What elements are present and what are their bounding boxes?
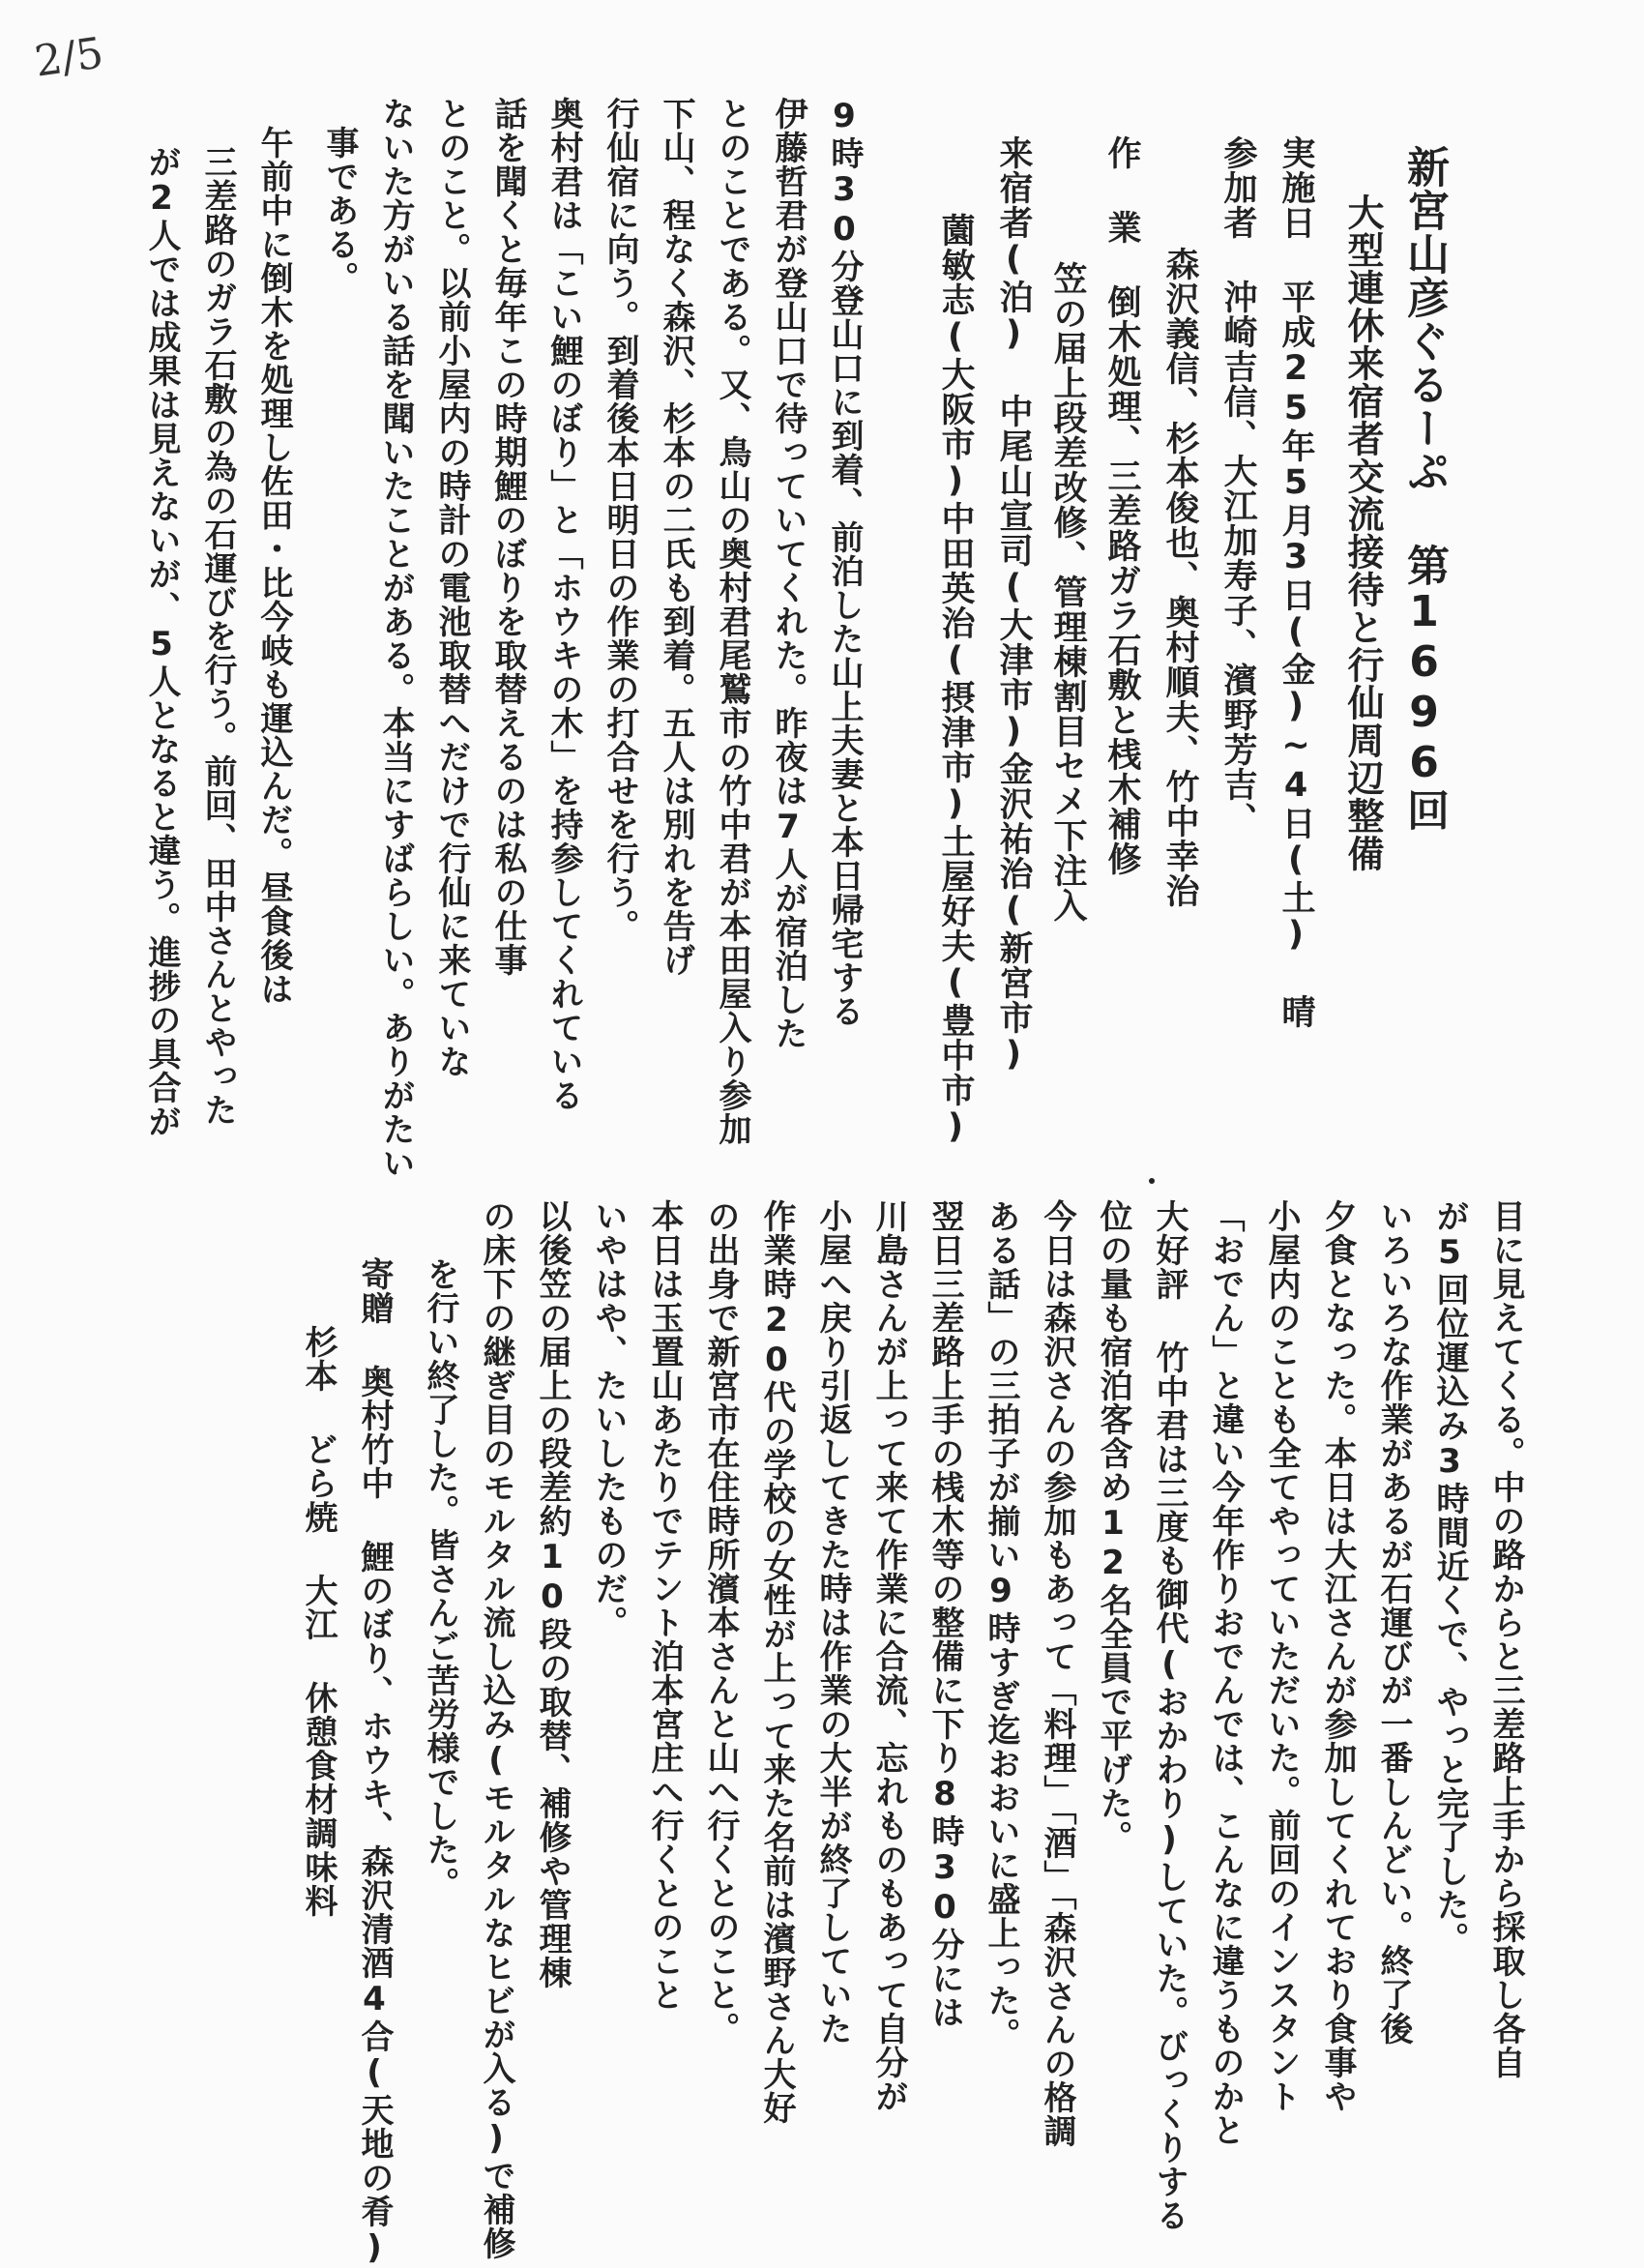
body-line: とのことである。又、鳥山の奥村君尾鷲市の竹中君が本田屋入り参加 [713,97,751,1146]
body-line: 小屋内のことも全てやっていただいた。前回のインスタント [1262,1199,1301,2113]
meta-line: 笠の届上段差改修、管理棟割目セメ下注入 [1048,261,1087,923]
body-line: 話を聞くと毎年この時期鯉のぼりを取替えるのは私の仕事 [488,97,527,977]
body-line: 小屋へ戻り引返してきた時は作業の大半が終了していた [813,1199,852,2046]
body-line: が2人では成果は見えないが、5人となると違う。進捗の具合が [142,145,181,1138]
section-dot [1149,1178,1155,1184]
body-line: を行い終了した。皆さんご苦労様でした。 [421,1257,459,1900]
meta-line: 森沢義信、杉本俊也、奥村順夫、竹中幸治 [1160,247,1199,908]
report-title: 新宮山彦ぐるーぷ 第1696回 [1399,145,1449,832]
meta-line: 薗敏志(大阪市)中田英治(摂津市)土屋好夫(豊中市) [936,213,975,1147]
body-line: 翌日三差路上手の桟木等の整備に下り8時30分には [925,1199,964,2029]
body-line: 行仙宿に向う。到着後本日明日の作業の打合せを行う。 [601,97,639,943]
body-line: 本日は玉置山あたりでテント泊本宮庄へ行くとのこと [645,1199,684,2012]
meta-line: 来宿者(泊) 中尾山宣司(大津市)金沢祐治(新宮市) [994,135,1033,1075]
page-number-mark: 2/5 [31,28,107,87]
body-line: とのこと。以前小屋内の時計の電池取替へだけで行仙に来ていな [432,97,471,1078]
meta-line: 作 業 倒木処理、三差路ガラ石敷と桟木補修 [1102,135,1141,876]
body-line: 目に見えてくる。中の路からと三差路上手から採取し各自 [1486,1199,1525,2079]
body-line: いやはや、たいしたものだ。 [589,1199,628,1639]
body-line: 作業時20代の学校の女性が上って来た名前は濱野さん大好 [757,1199,796,2125]
body-line: 午前中に倒木を処理し佐田・比今岐も運込んだ。昼食後は [254,126,293,1006]
body-line: 下山、程なく森沢、杉本の二氏も到着。五人は別れを告げ [657,97,695,977]
body-line: 奥村君は「こい鯉のぼり」と「ホウキの木」を持参してくれている [544,97,583,1112]
body-line: 「おでん」と違い今年作りおでんでは、こんなに違うものかと [1206,1199,1245,2147]
body-line: 9時30分登山口に到着、前泊した山上夫妻と本日帰宅する [825,97,864,1028]
body-line: が5回位運込み3時間近くで、やっと完了した。 [1430,1199,1469,1956]
body-line: 三差路のガラ石敷の為の石運びを行う。前回、田中さんとやった [198,145,237,1127]
body-line: 伊藤哲君が登山口で待っていてくれた。昨夜は7人が宿泊した [769,97,807,1050]
body-line: 川島さんが上って来て作業に合流、忘れものもあって自分が [869,1199,908,2113]
body-line: ないた方がいる話を聞いたことがある。本当にすばらしい。ありがたい [376,97,415,1180]
body-line: の床下の継ぎ目のモルタル流し込み(モルタルなヒビが入る)で補修 [477,1199,515,2260]
meta-line: 実施日 平成25年5月3日(金)~4日(土) 晴 [1277,135,1315,1029]
body-line: の出身で新宮市在住時所濱本さんと山へ行くとのこと。 [701,1199,740,2046]
body-line: 夕食となった。本日は大江さんが参加してくれており食事や [1318,1199,1357,2113]
body-line: 以後笠の届上の段差約10段の取替、補修や管理棟 [533,1199,572,1989]
body-line: 杉本 どら焼 大江 休憩食材調味料 [299,1325,338,1918]
body-line: いろいろな作業があるが石運びが一番しんどい。終了後 [1374,1199,1413,2046]
body-line: 事である。 [320,126,359,295]
body-line: 寄贈 奥村竹中 鯉のぼり、ホウキ、森沢清酒4合(天地の肴) [355,1257,394,2268]
meta-line: 参加者 沖崎吉信、大江加寿子、濱野芳吉、 [1218,135,1257,837]
body-line: ある話」の三拍子が揃い9時すぎ迄おおいに盛上った。 [982,1199,1020,2051]
body-line: 大好評 竹中君は三度も御代(おかわり)していた。びっくりする [1150,1199,1189,2232]
body-line: 今日は森沢さんの参加もあって「料理」「酒」「森沢さんの格調 [1038,1199,1076,2148]
report-subtitle: 大型連休来宿者交流接待と行仙周辺整備 [1341,193,1384,872]
body-line: 位の量も宿泊客含め12名全員で平げた。 [1094,1199,1132,1854]
